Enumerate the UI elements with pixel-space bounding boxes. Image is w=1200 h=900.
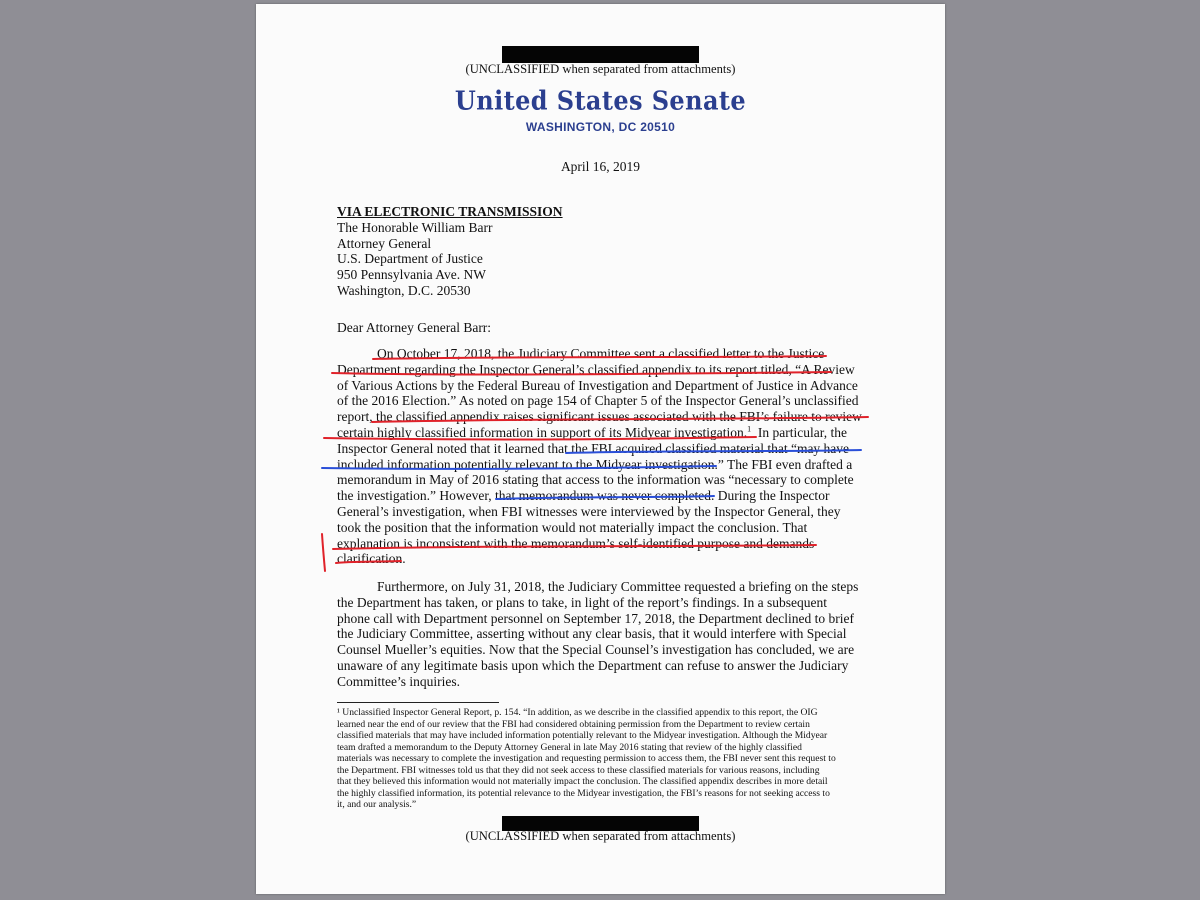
footnote-line: that they believed this information would not materially impact the conclusion. The classified appendix describes in more detail [337,776,828,787]
paragraph-2-line: phone call with Department personnel on September 17, 2018, the Department declined to brief [337,610,854,626]
paragraph-1-line: of Various Actions by the Federal Bureau of Investigation and Department of Justice in Advance [337,377,858,393]
red-underline [372,417,868,422]
red-underline [336,561,401,563]
paragraph-1-line: included information potentially relevant to the Midyear investigation.” The FBI even drafted a [337,456,853,472]
recipient-city: Washington, D.C. 20530 [337,282,471,298]
footnote-line: the Department. FBI witnesses told us that they did not seek access to these classified materials for various reasons, including [337,764,820,776]
footnote-line: it, and our analysis.” [337,799,417,810]
footnote-reference: 1 [747,424,752,434]
letterhead-title: United States Senate [454,84,747,117]
paragraph-1-line: Department regarding the Inspector General’s classified appendix to its report titled, “A Review [337,361,855,377]
recipient-street: 950 Pennsylvania Ave. NW [337,267,486,283]
salutation: Dear Attorney General Barr: [337,320,492,335]
letter-page [256,4,945,894]
paragraph-2-line: Counsel Mueller’s equities. Now that the Special Counsel’s investigation has concluded, we are [337,642,855,658]
footnote-line: materials was necessary to complete the investigation and requesting permission to access them, the FBI never sent this request to [337,753,836,764]
red-underline [373,356,826,359]
red-margin-mark [322,534,325,571]
blue-underline [496,496,714,499]
paragraph-1-line-6-text: certain highly classified information in support of its Midyear investigation. [337,424,748,440]
paragraph-1-line: memorandum in May of 2016 stating that access to the information was “necessary to complete [337,472,854,488]
paragraph-2-line: Furthermore, on July 31, 2018, the Judiciary Committee requested a briefing on the steps [377,579,859,594]
footer-classification-marking: (UNCLASSIFIED when separated from attachments) [465,829,736,843]
header-classification-marking: (UNCLASSIFIED when separated from attachments) [465,62,736,76]
red-underline [324,437,756,440]
red-underline [332,372,831,375]
paragraph-1-line: the investigation.” However, that memorandum was never completed. During the Inspector [337,488,830,504]
letterhead-subtitle: WASHINGTON, DC 20510 [525,120,676,134]
paragraph-1-line: report, the classified appendix raises significant issues associated with the FBI’s failure to review [337,409,862,425]
paragraph-2-line: the Judiciary Committee, asserting without any clear basis, that it would interfere with Special [337,626,847,642]
paragraph-2-line: the Department has taken, or plans to take, in light of the report’s findings. In a subsequent [337,594,828,610]
paragraph-2-line: Committee’s inquiries. [337,673,460,689]
footnote-line: learned near the end of our review that the FBI had considered obtaining permission from the Department to review certain [337,718,810,730]
blue-underline [566,450,861,453]
letter-date: April 16, 2019 [560,159,641,174]
footnote-line: team drafted a memorandum to the Deputy Attorney General in late May 2016 stating that review of the highly classified [337,741,802,753]
paragraph-1-line: Inspector General noted that it learned that the FBI acquired classified material that “may have [337,440,850,456]
footnote-line: the highly classified information, its potential relevance to the Midyear investigation, the FBI’s reasons for not seeking access to [337,787,830,799]
paragraph-1-line-6-tail: In particular, the [751,424,847,440]
pen-markup-overlay [256,4,945,894]
footnote-line: ¹ Unclassified Inspector General Report, p. 154. “In addition, as we describe in the classified appendix to this report, the OIG [337,707,818,718]
red-underline [333,545,816,549]
transmission-method: VIA ELECTRONIC TRANSMISSION [337,204,563,219]
footnote-line: classified materials that may have included information potentially relevant to the Midyear investigation. Although the Midyear [337,730,828,741]
paragraph-1-line: General’s investigation, when FBI witnesses were interviewed by the Inspector General, they [337,503,841,519]
paragraph-1-line: explanation is inconsistent with the memorandum’s self-identified purpose and demands [337,535,815,551]
recipient-name: The Honorable William Barr [337,219,493,235]
paragraph-1-line: clarification. [337,551,406,567]
recipient-title: Attorney General [337,235,432,251]
paragraph-1-line: of the 2016 Election.” As noted on page 154 of Chapter 5 of the Inspector General’s unclassified [337,393,859,409]
paragraph-1-line: took the position that the information would not materially impact the conclusion. That [337,519,808,535]
recipient-department: U.S. Department of Justice [337,251,483,267]
blue-underline [322,466,716,469]
paragraph-2-line: unaware of any legitimate basis upon which the Department can refuse to answer the Judiciary [337,657,849,673]
paragraph-1-line: On October 17, 2018, the Judiciary Committee sent a classified letter to the Justice [377,346,825,361]
